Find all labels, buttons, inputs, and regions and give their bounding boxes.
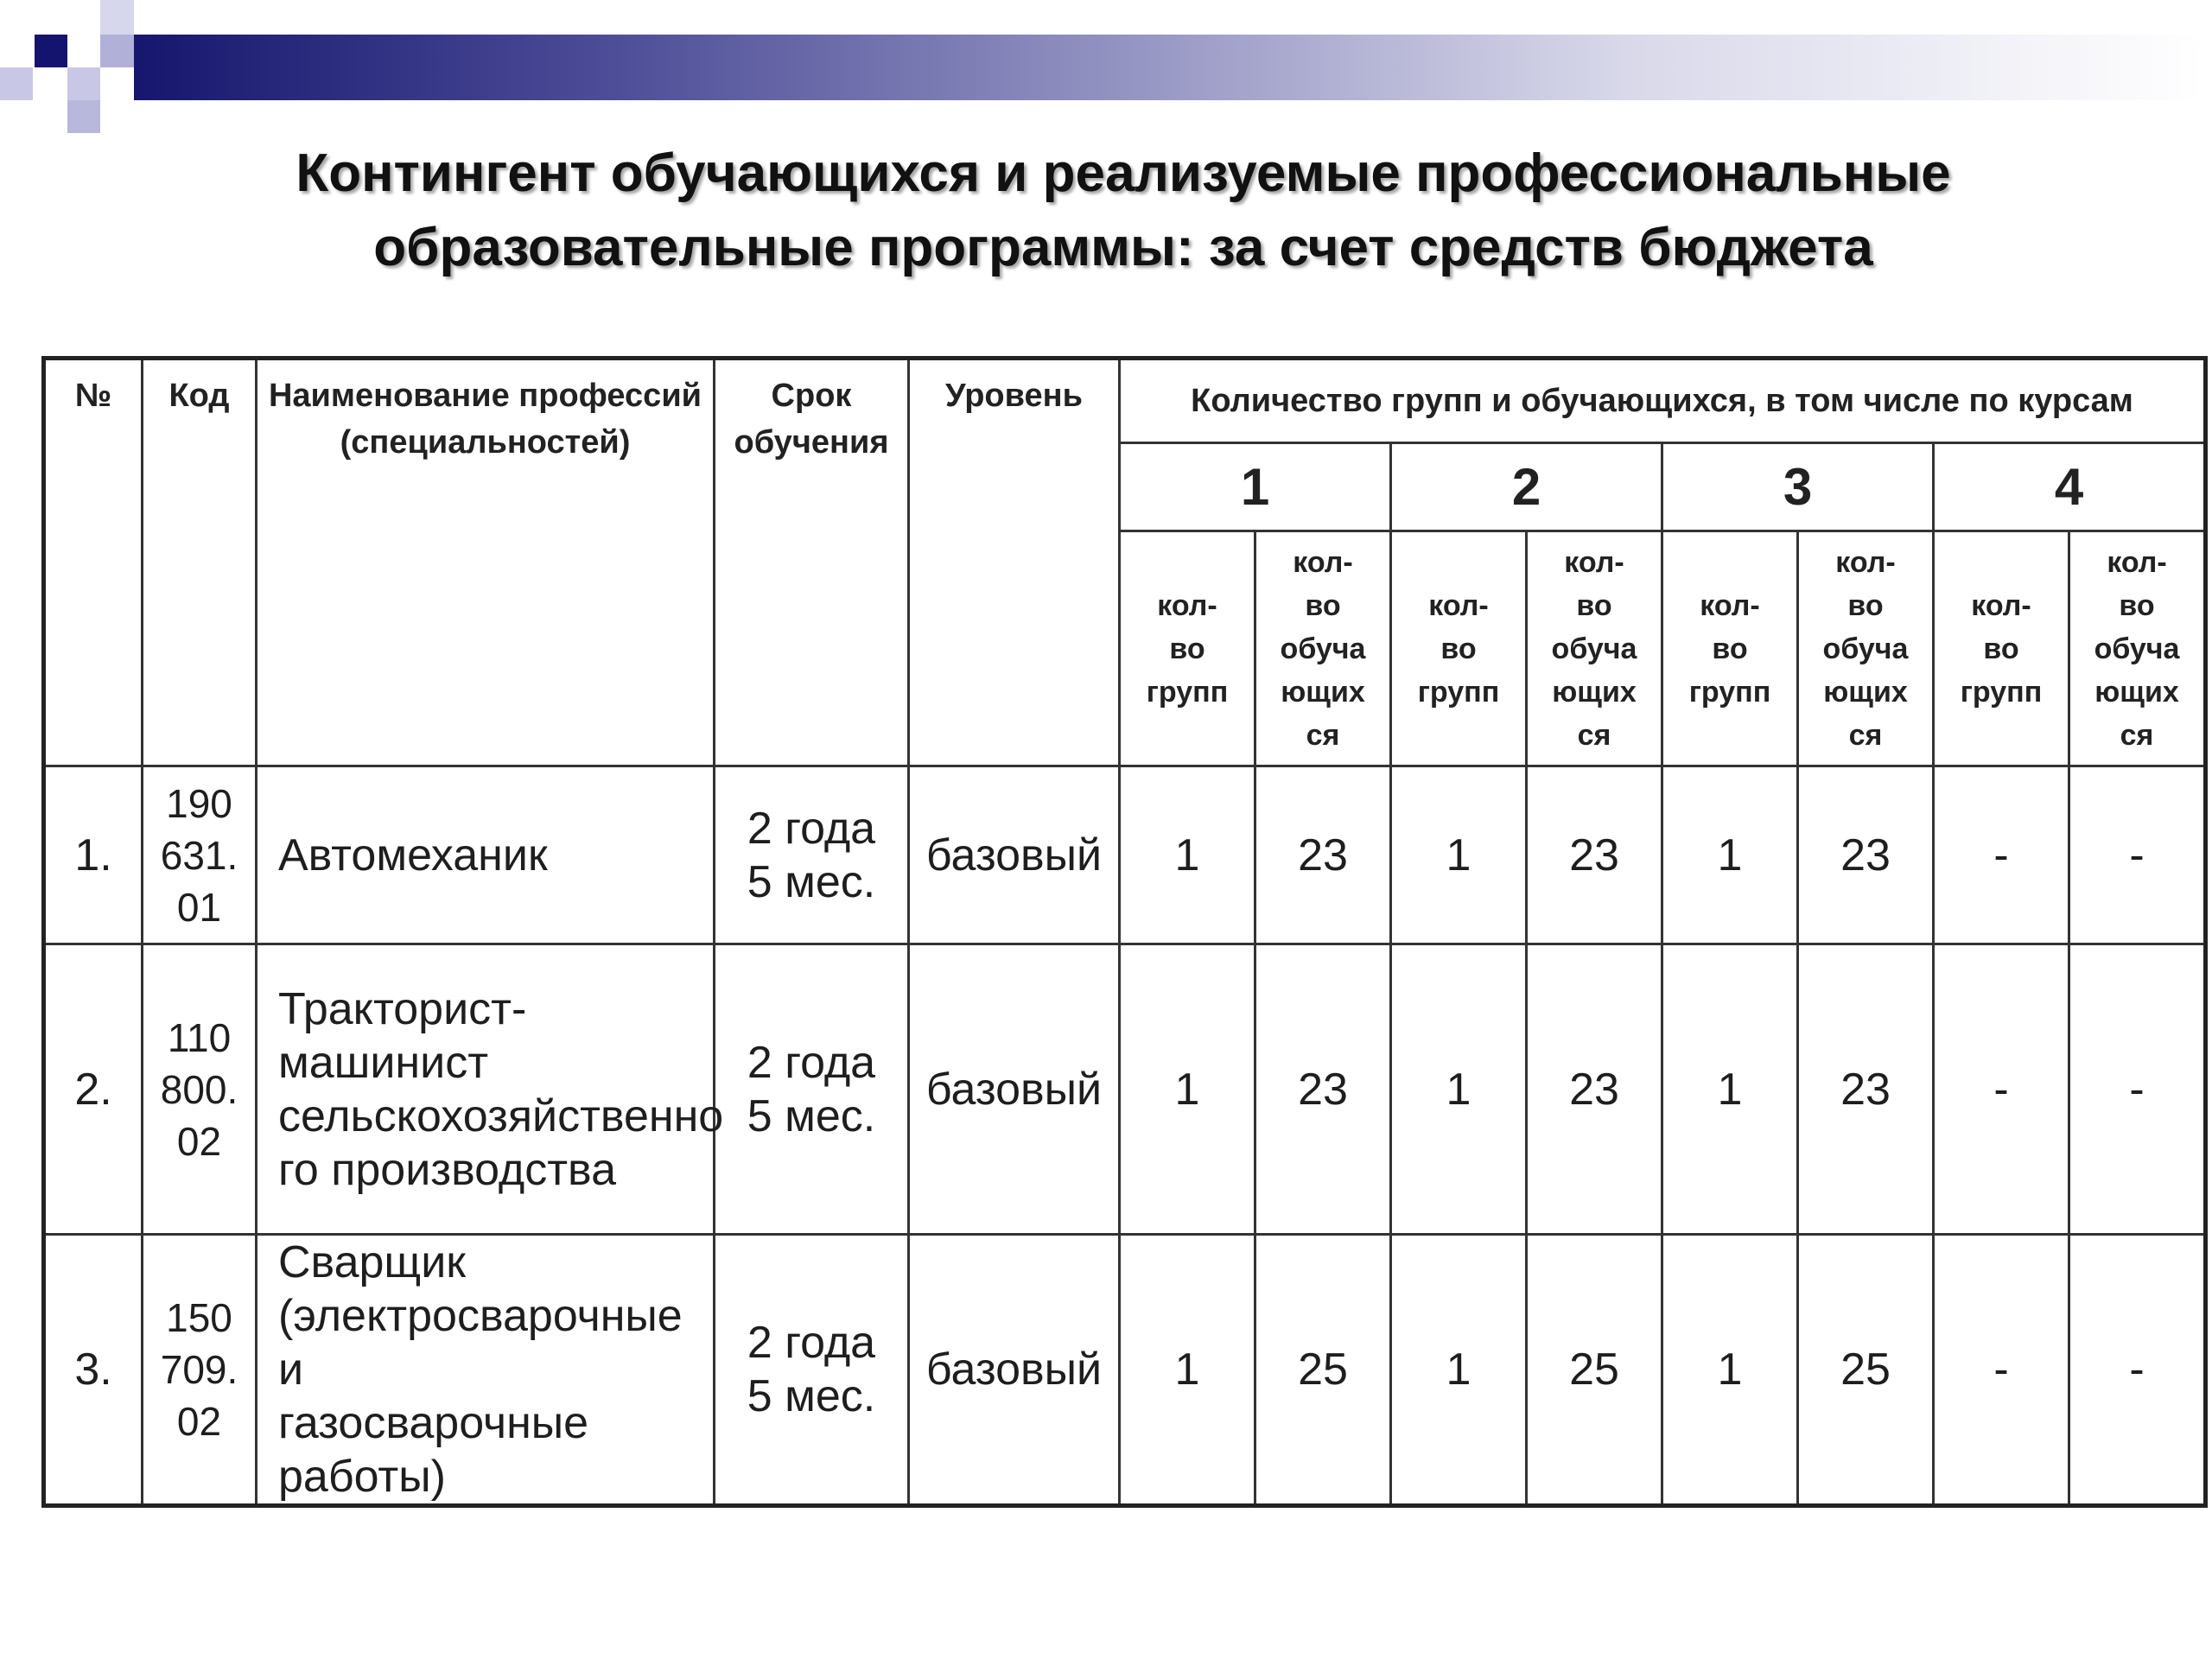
- sub-label: кол- во обуча ющих ся: [1551, 545, 1637, 752]
- header-sub-students: [1527, 531, 1662, 766]
- sub-label: кол- во обуча ющих ся: [1280, 545, 1366, 752]
- cell-value: 1: [1120, 1235, 1255, 1506]
- cell-value: 23: [1255, 766, 1391, 944]
- cell-value: 23: [1527, 944, 1662, 1235]
- header-row: [44, 359, 2206, 443]
- decor-square: [0, 67, 33, 100]
- header-sub-students: [1798, 531, 1934, 766]
- cell-duration: 2 года 5 мес.: [715, 766, 909, 944]
- header-sub-groups: [1120, 531, 1255, 766]
- cell-name: Тракторист- машинист сельскохозяйственно го производства: [257, 944, 715, 1235]
- cell-value: -: [1934, 766, 2069, 944]
- title-line-2: образовательные программы: за счет средств бюджета: [373, 218, 1873, 277]
- table-row: [44, 1235, 2206, 1506]
- header-gradient-band: [134, 35, 2203, 100]
- header-duration: Срок обучения: [715, 359, 909, 766]
- cell-value: -: [2069, 944, 2206, 1235]
- header-sub-students: [2069, 531, 2206, 766]
- table-row: [44, 944, 2206, 1235]
- cell-level: базовый: [909, 944, 1120, 1235]
- cell-value: 1: [1391, 944, 1527, 1235]
- cell-name: Сварщик (электросварочные и газосварочные работы): [257, 1235, 715, 1506]
- header-num: №: [44, 359, 143, 766]
- sub-label: кол- во групп: [1417, 588, 1500, 709]
- contingent-table: [41, 356, 2208, 1508]
- cell-value: 1: [1391, 766, 1527, 944]
- cell-value: 23: [1527, 766, 1662, 944]
- decor-square: [67, 100, 100, 133]
- header-course-4: 4: [1934, 443, 2206, 531]
- decor-square: [67, 67, 100, 100]
- header-sub-groups: [1391, 531, 1527, 766]
- decor-square: [100, 35, 134, 67]
- header-level: Уровень: [909, 359, 1120, 766]
- cell-value: -: [2069, 1235, 2206, 1506]
- cell-duration: 2 года 5 мес.: [715, 1235, 909, 1506]
- cell-value: -: [1934, 944, 2069, 1235]
- cell-level: базовый: [909, 1235, 1120, 1506]
- header-code: Код: [143, 359, 257, 766]
- cell-num: 2.: [44, 944, 143, 1235]
- cell-value: 23: [1798, 766, 1934, 944]
- sub-label: кол- во групп: [1960, 588, 2043, 709]
- sub-label: кол- во обуча ющих ся: [1822, 545, 1909, 752]
- header-groups-super: Количество групп и обучающихся, в том числе по курсам: [1120, 359, 2206, 443]
- header-name: Наименование профессий (специальностей): [257, 359, 715, 766]
- header-course-3: 3: [1662, 443, 1934, 531]
- slide-title: [86, 137, 2160, 285]
- cell-value: 1: [1120, 944, 1255, 1235]
- header-course-2: 2: [1391, 443, 1662, 531]
- cell-value: 1: [1120, 766, 1255, 944]
- cell-value: 1: [1391, 1235, 1527, 1506]
- cell-code: 110 800. 02: [143, 944, 257, 1235]
- cell-value: 23: [1255, 944, 1391, 1235]
- cell-code: 150 709. 02: [143, 1235, 257, 1506]
- decor-square: [100, 0, 134, 35]
- cell-value: 1: [1662, 766, 1798, 944]
- table-row: [44, 766, 2206, 944]
- title-line-1: Контингент обучающихся и реализуемые профессиональные: [296, 143, 1951, 203]
- decor-square: [35, 35, 67, 67]
- cell-num: 3.: [44, 1235, 143, 1506]
- sub-label: кол- во групп: [1688, 588, 1771, 709]
- cell-value: 25: [1527, 1235, 1662, 1506]
- cell-duration: 2 года 5 мес.: [715, 944, 909, 1235]
- cell-value: 23: [1798, 944, 1934, 1235]
- cell-num: 1.: [44, 766, 143, 944]
- sub-label: кол- во групп: [1146, 588, 1229, 709]
- sub-label: кол- во обуча ющих ся: [2094, 545, 2180, 752]
- cell-value: 1: [1662, 944, 1798, 1235]
- header-sub-students: [1255, 531, 1391, 766]
- header-course-1: 1: [1120, 443, 1391, 531]
- cell-value: -: [1934, 1235, 2069, 1506]
- cell-value: -: [2069, 766, 2206, 944]
- cell-level: базовый: [909, 766, 1120, 944]
- header-sub-groups: [1934, 531, 2069, 766]
- header-sub-groups: [1662, 531, 1798, 766]
- cell-name: Автомеханик: [257, 766, 715, 944]
- cell-value: 25: [1255, 1235, 1391, 1506]
- cell-value: 1: [1662, 1235, 1798, 1506]
- cell-value: 25: [1798, 1235, 1934, 1506]
- cell-code: 190 631. 01: [143, 766, 257, 944]
